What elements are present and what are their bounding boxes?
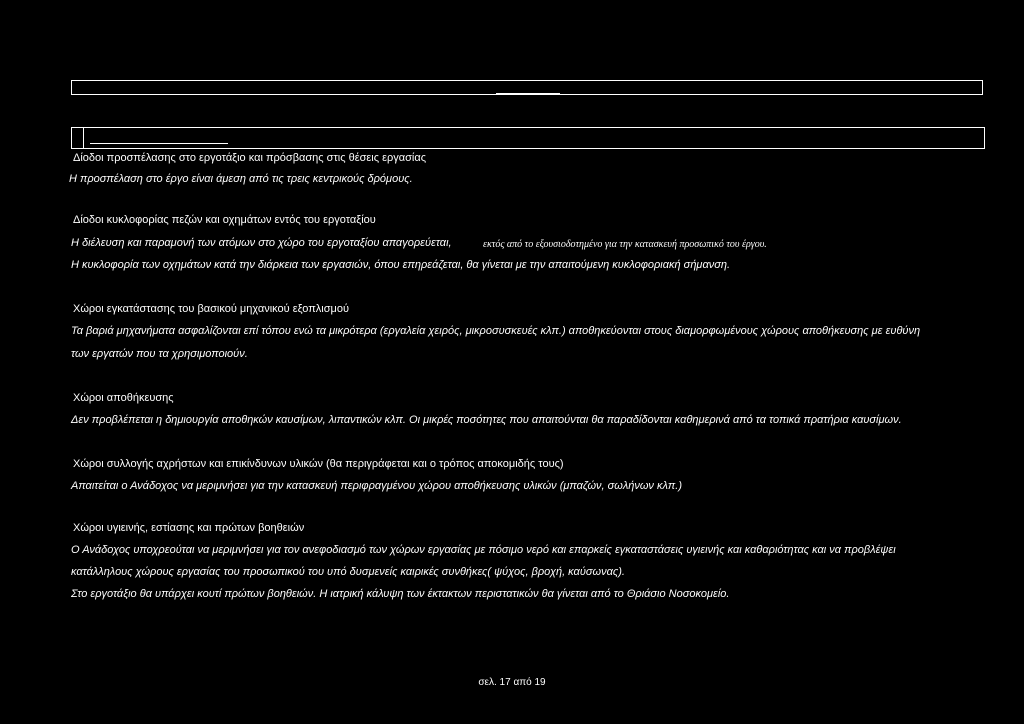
section-heading-waste: Χώροι συλλογής αχρήστων και επικίνδυνων υλικών (θα περιγράφεται και ο τρόπος αποκομιδής τους) <box>73 458 564 470</box>
header-frame <box>71 80 983 95</box>
section-text-hygiene-2: κατάλληλους χώρους εργασίας του προσωπικού του υπό δυσμενείς καιρικές συνθήκες( ψύχος, βροχή, καύσωνας). <box>71 566 625 578</box>
header-rule <box>496 93 560 94</box>
section-text-traffic-1b: εκτός από το εξουσιοδοτημένο για την κατασκευή προσωπικό του έργου. <box>483 239 767 250</box>
section-heading-traffic: Δίοδοι κυκλοφορίας πεζών και οχημάτων εντός του εργοταξίου <box>73 214 376 226</box>
section-text-storage: Δεν προβλέπεται η δημιουργία αποθηκών καυσίμων, λιπαντικών κλπ. Οι μικρές ποσότητες που απαιτούνται θα παραδίδονται καθημερινά από τα τοπικά πρατήρια καυσίμων. <box>71 414 902 426</box>
section-frame-rule <box>90 143 228 144</box>
section-text-access: Η προσπέλαση στο έργο είναι άμεση από τις τρεις κεντρικούς δρόμους. <box>69 173 413 185</box>
section-text-waste: Απαιτείται ο Ανάδοχος να μεριμνήσει για την κατασκευή περιφραγμένου χώρου αποθήκευσης υλικών (μπαζών, σωλήνων κλπ.) <box>71 480 682 492</box>
section-heading-storage: Χώροι αποθήκευσης <box>73 392 174 404</box>
section-frame-divider <box>83 128 84 149</box>
section-heading-hygiene: Χώροι υγιεινής, εστίασης και πρώτων βοηθειών <box>73 522 305 534</box>
section-text-hygiene-1: Ο Ανάδοχος υποχρεούται να μεριμνήσει για τον ανεφοδιασμό των χώρων εργασίας με πόσιμο νερό και επαρκείς εγκαταστάσεις υγιεινής και καθαριότητας και να προβλέψει <box>71 544 896 556</box>
section-heading-access: Δίοδοι προσπέλασης στο εργοτάξιο και πρόσβασης στις θέσεις εργασίας <box>73 152 427 164</box>
section-text-equipment-2: των εργατών που τα χρησιμοποιούν. <box>71 348 248 360</box>
section-text-traffic-1a: Η διέλευση και παραμονή των ατόμων στο χώρο του εργοταξίου απαγορεύεται, <box>71 237 452 249</box>
section-text-hygiene-3: Στο εργοτάξιο θα υπάρχει κουτί πρώτων βοηθειών. Η ιατρική κάλυψη των έκτακτων περιστατικών θα γίνεται από το Θριάσιο Νοσοκομείο. <box>71 588 730 600</box>
section-heading-equipment: Χώροι εγκατάστασης του βασικού μηχανικού εξοπλισμού <box>73 303 350 315</box>
section-text-equipment-1: Τα βαριά μηχανήματα ασφαλίζονται επί τόπου ενώ τα μικρότερα (εργαλεία χειρός, μικροσυσκευές κλπ.) αποθηκεύονται στους διαμορφωμένους χώρους αποθήκευσης με ευθύνη <box>71 325 921 337</box>
section-text-traffic-2: Η κυκλοφορία των οχημάτων κατά την διάρκεια των εργασιών, όπου επηρεάζεται, θα γίνεται με την απαιτούμενη κυκλοφοριακή σήμανση. <box>71 259 731 271</box>
page-number: σελ. 17 από 19 <box>478 677 546 688</box>
section-frame <box>71 127 985 149</box>
